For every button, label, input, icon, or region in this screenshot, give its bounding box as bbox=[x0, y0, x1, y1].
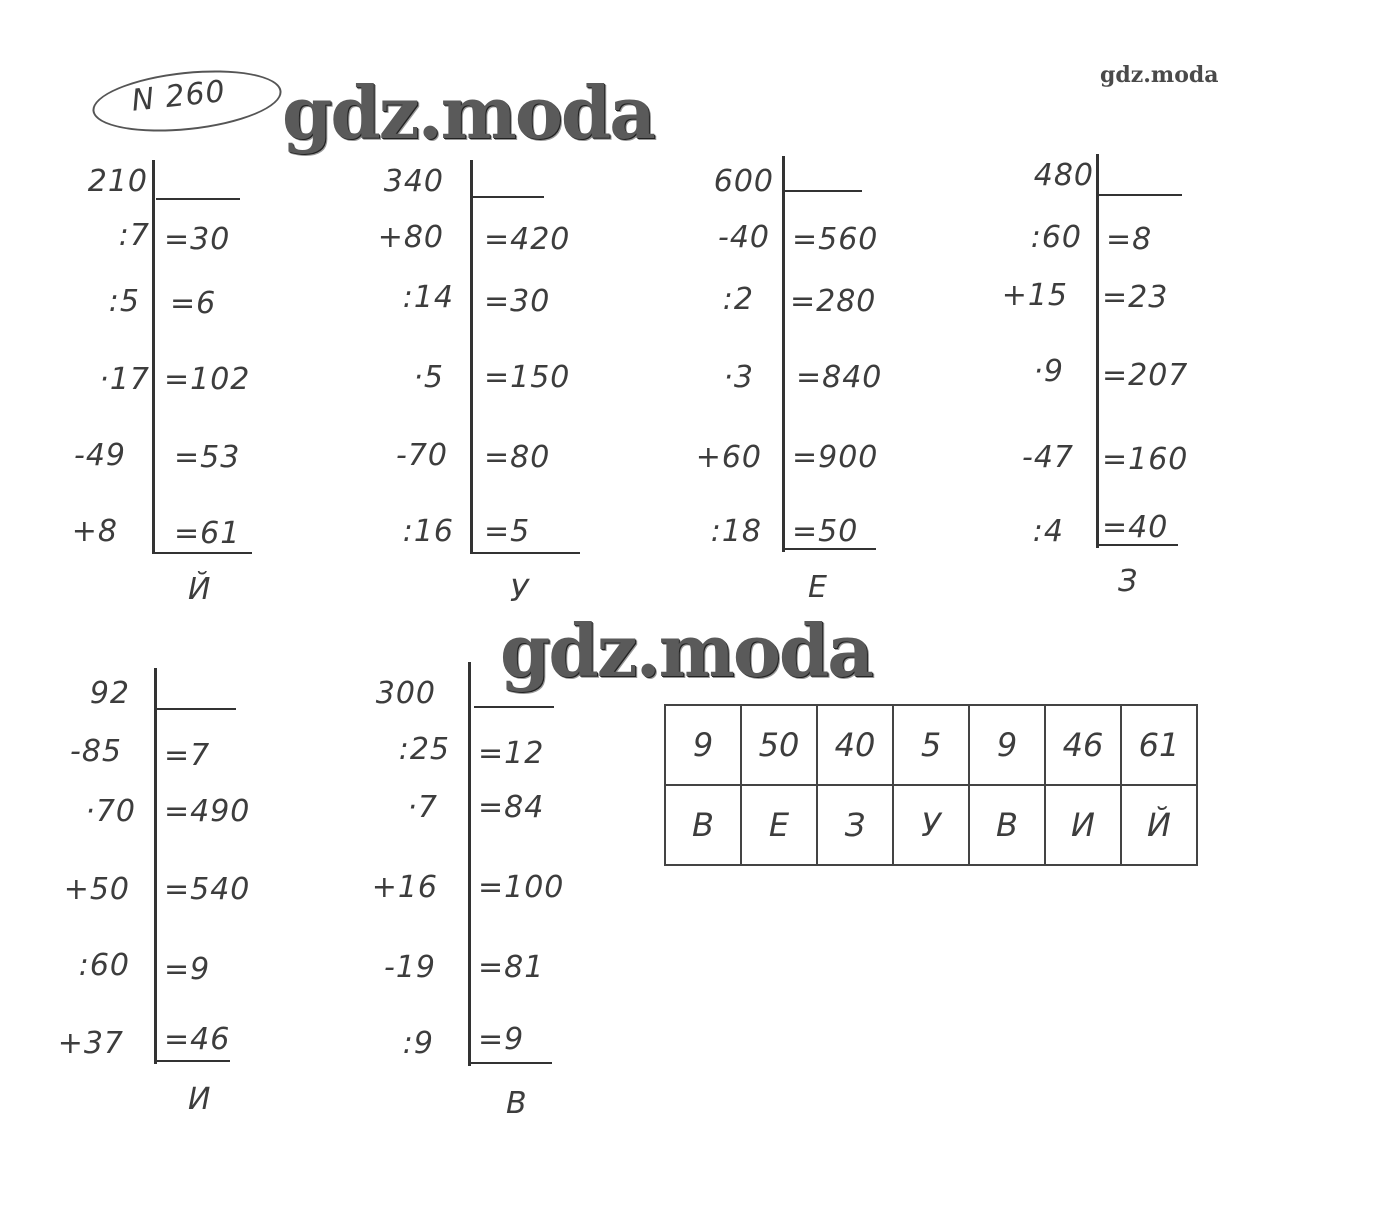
chain-op: ·3 bbox=[723, 360, 754, 395]
watermark-middle: gdz.moda bbox=[500, 608, 872, 693]
task-number-label bbox=[89, 62, 284, 140]
answer-letters-row bbox=[665, 785, 1197, 865]
chain-result: =100 bbox=[478, 870, 565, 905]
answer-number-cell: 9 bbox=[665, 705, 741, 785]
chain-result: =420 bbox=[484, 222, 571, 257]
chain-result: =280 bbox=[790, 284, 877, 319]
answer-number-cell: 61 bbox=[1121, 705, 1197, 785]
chain-op: :2 bbox=[722, 282, 754, 317]
chain-result: =490 bbox=[164, 794, 251, 829]
chain-result: =6 bbox=[170, 286, 217, 321]
chain-result: =8 bbox=[1106, 222, 1153, 257]
chain-result: =30 bbox=[164, 222, 231, 257]
chain-op: ·70 bbox=[85, 794, 136, 829]
chain-result: =900 bbox=[792, 440, 879, 475]
chain-op: ·17 bbox=[99, 362, 150, 397]
chain-op: ·5 bbox=[413, 360, 444, 395]
chain-block-6 bbox=[356, 662, 596, 1132]
chain-op: -19 bbox=[384, 950, 436, 985]
chain-op: -49 bbox=[74, 438, 126, 473]
chain-op: +60 bbox=[695, 440, 762, 475]
chain-start: 600 bbox=[713, 164, 774, 199]
chain-block-4 bbox=[990, 154, 1230, 599]
answer-letter-cell: В bbox=[665, 785, 741, 865]
chain-block-1 bbox=[40, 160, 280, 607]
corner-watermark: gdz.moda bbox=[1100, 62, 1219, 88]
chain-result: =840 bbox=[796, 360, 883, 395]
chain-result: =150 bbox=[484, 360, 571, 395]
chain-op: +50 bbox=[63, 872, 130, 907]
chain-result: =30 bbox=[484, 284, 551, 319]
chain-block-3 bbox=[680, 156, 920, 605]
chain-op: :4 bbox=[1032, 514, 1064, 549]
chain-letter: З bbox=[1118, 564, 1139, 599]
chain-result: =46 bbox=[164, 1022, 231, 1057]
chain-letter: Е bbox=[808, 570, 828, 605]
chain-result: =80 bbox=[484, 440, 551, 475]
chain-op: -85 bbox=[70, 734, 122, 769]
chain-result: =53 bbox=[174, 440, 241, 475]
answer-table bbox=[664, 704, 1198, 866]
chain-op: +16 bbox=[371, 870, 438, 905]
chain-op: +8 bbox=[71, 514, 118, 549]
chain-letter: Й bbox=[188, 572, 212, 607]
chain-result: =7 bbox=[164, 738, 211, 773]
chain-op: -70 bbox=[396, 438, 448, 473]
chain-result: =40 bbox=[1102, 510, 1169, 545]
chain-op: :60 bbox=[78, 948, 130, 983]
chain-op: ·7 bbox=[407, 790, 438, 825]
chain-result: =102 bbox=[164, 362, 251, 397]
chain-result: =5 bbox=[484, 514, 531, 549]
chain-op: +80 bbox=[377, 220, 444, 255]
chain-block-5 bbox=[40, 668, 280, 1128]
chain-result: =207 bbox=[1102, 358, 1189, 393]
chain-start: 480 bbox=[1033, 158, 1094, 193]
answer-number-cell: 50 bbox=[741, 705, 817, 785]
chain-op: -47 bbox=[1022, 440, 1074, 475]
chain-op: :60 bbox=[1030, 220, 1082, 255]
chain-letter: В bbox=[506, 1086, 528, 1121]
answer-number-cell: 9 bbox=[969, 705, 1045, 785]
chain-op: :16 bbox=[402, 514, 454, 549]
chain-result: =560 bbox=[792, 222, 879, 257]
chain-letter: У bbox=[510, 574, 530, 609]
answer-letter-cell: З bbox=[817, 785, 893, 865]
chain-op: +15 bbox=[1001, 278, 1068, 313]
chain-result: =540 bbox=[164, 872, 251, 907]
answer-letter-cell: Е bbox=[741, 785, 817, 865]
chain-result: =9 bbox=[164, 952, 211, 987]
chain-op: :25 bbox=[398, 732, 450, 767]
answer-letter-cell: У bbox=[893, 785, 969, 865]
chain-start: 340 bbox=[383, 164, 444, 199]
chain-op: -40 bbox=[718, 220, 770, 255]
chain-op: :18 bbox=[710, 514, 762, 549]
chain-start: 300 bbox=[375, 676, 436, 711]
chain-block-2 bbox=[360, 160, 600, 609]
chain-result: =23 bbox=[1102, 280, 1169, 315]
chain-op: :9 bbox=[402, 1026, 434, 1061]
chain-result: =61 bbox=[174, 516, 241, 551]
chain-result: =160 bbox=[1102, 442, 1189, 477]
answer-number-cell: 46 bbox=[1045, 705, 1121, 785]
chain-letter: И bbox=[188, 1082, 212, 1117]
chain-result: =81 bbox=[478, 950, 545, 985]
task-number: N 260 bbox=[129, 74, 228, 119]
chain-op: :5 bbox=[108, 284, 140, 319]
answer-letter-cell: В bbox=[969, 785, 1045, 865]
chain-op: :7 bbox=[118, 218, 150, 253]
chain-result: =84 bbox=[478, 790, 545, 825]
watermark-top: gdz.moda bbox=[282, 70, 654, 155]
chain-start: 210 bbox=[87, 164, 148, 199]
answer-letter-cell: Й bbox=[1121, 785, 1197, 865]
chain-start: 92 bbox=[89, 676, 130, 711]
chain-result: =9 bbox=[478, 1022, 525, 1057]
answer-number-cell: 5 bbox=[893, 705, 969, 785]
chain-result: =50 bbox=[792, 514, 859, 549]
chain-op: :14 bbox=[402, 280, 454, 315]
answer-letter-cell: И bbox=[1045, 785, 1121, 865]
answer-numbers-row bbox=[665, 705, 1197, 785]
chain-op: ·9 bbox=[1033, 354, 1064, 389]
chain-op: +37 bbox=[57, 1026, 124, 1061]
chain-result: =12 bbox=[478, 736, 545, 771]
answer-number-cell: 40 bbox=[817, 705, 893, 785]
